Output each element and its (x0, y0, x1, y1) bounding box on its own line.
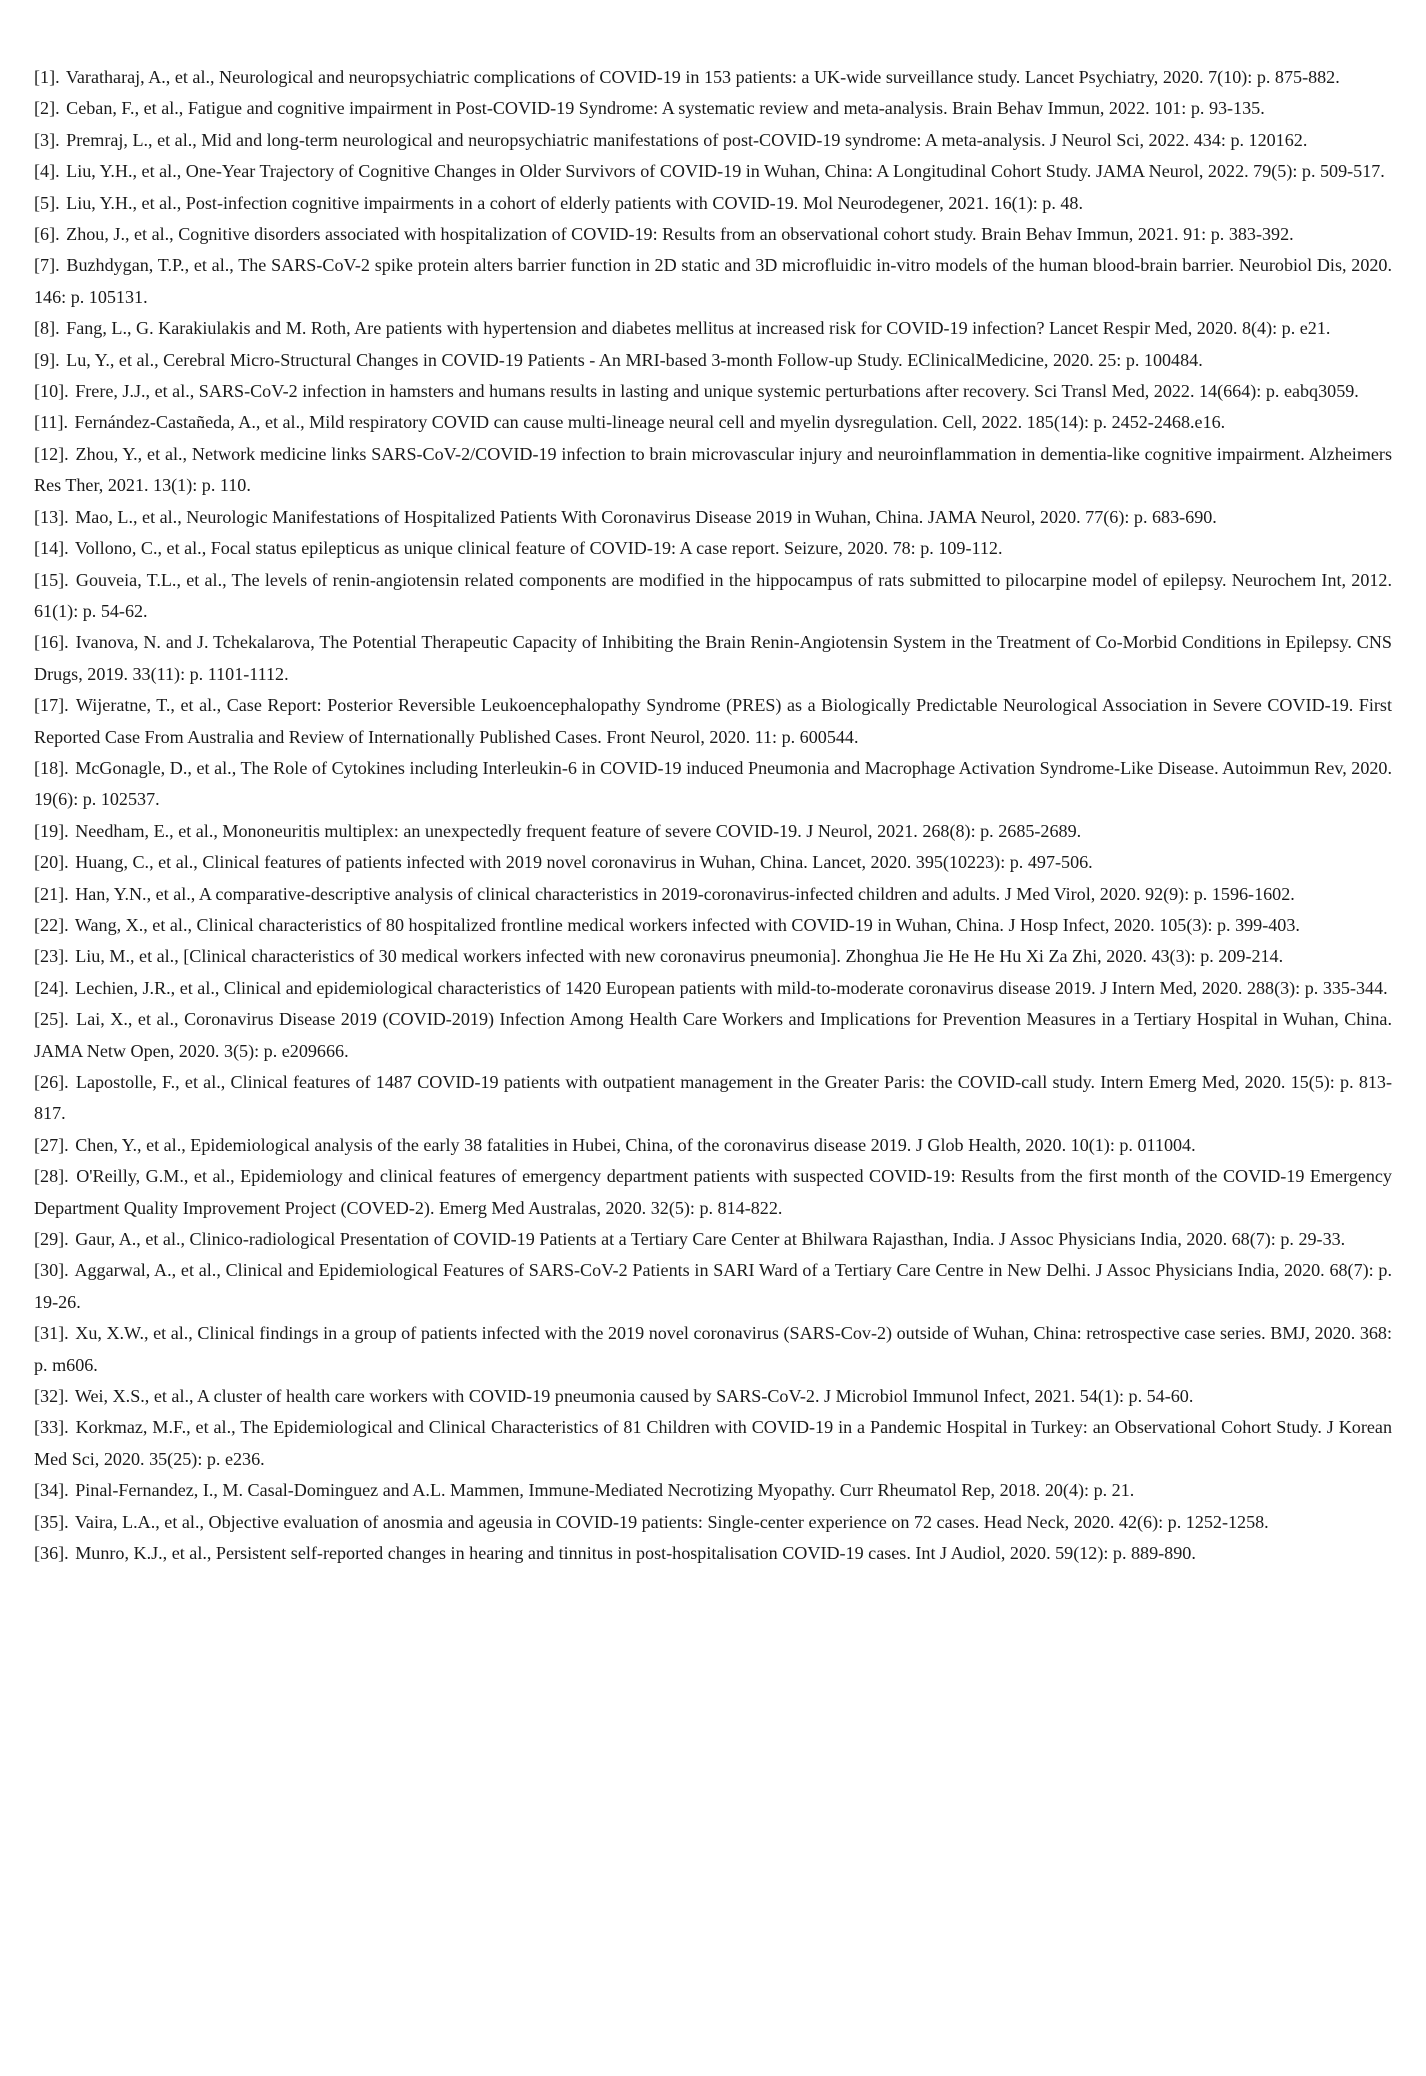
reference-entry (34, 879, 1392, 910)
reference-number: [3]. (34, 129, 60, 150)
reference-text: Chen, Y., et al., Epidemiological analysis of the early 38 fatalities in Hubei, China, of the coronavirus disease 2019. J Glob Health, 2020. 10(1): p. 011004. (75, 1134, 1196, 1155)
reference-text: Varatharaj, A., et al., Neurological and neuropsychiatric complications of COVID-19 in 153 patients: a UK-wide surveillance study. Lancet Psychiatry, 2020. 7(10): p. 875-882. (65, 67, 1340, 87)
reference-number: [29]. (34, 1229, 69, 1250)
reference-text: Gouveia, T.L., et al., The levels of renin-angiotensin related components are modified in the hippocampus of rats submitted to pilocarpine model of epilepsy. Neurochem Int, 2012. 61(1): p. 54-62. (34, 569, 1392, 621)
reference-number: [9]. (34, 349, 60, 370)
reference-entry (34, 1381, 1392, 1412)
reference-text: Lai, X., et al., Coronavirus Disease 2019 (COVID-2019) Infection Among Health Care Workers and Implications for Prevention Measures in a Tertiary Hospital in Wuhan, China. JAMA Netw Open, 2020. 3(5): p. e209666. (34, 1009, 1392, 1061)
reference-number: [16]. (34, 632, 69, 653)
reference-text: Needham, E., et al., Mononeuritis multiplex: an unexpectedly frequent feature of severe COVID-19. J Neurol, 2021. 268(8): p. 2685-2689. (75, 820, 1082, 841)
reference-number: [32]. (34, 1386, 69, 1407)
reference-entry (34, 941, 1392, 972)
reference-entry (34, 1130, 1392, 1161)
reference-number: [14]. (34, 538, 69, 559)
reference-entry (34, 313, 1392, 344)
reference-entry (34, 93, 1392, 124)
reference-entry (34, 1538, 1392, 1569)
reference-entry (34, 62, 1392, 93)
reference-number: [24]. (34, 977, 69, 998)
reference-entry (34, 1161, 1392, 1224)
reference-number: [19]. (34, 820, 69, 841)
reference-entry (34, 376, 1392, 407)
reference-number: [5]. (34, 192, 60, 213)
reference-number: [13]. (34, 506, 69, 527)
reference-entry (34, 1224, 1392, 1255)
reference-text: Fang, L., G. Karakiulakis and M. Roth, Are patients with hypertension and diabetes mellitus at increased risk for COVID-19 infection? Lancet Respir Med, 2020. 8(4): p. e21. (66, 318, 1331, 339)
reference-number: [34]. (34, 1480, 69, 1501)
reference-list (34, 62, 1392, 1570)
reference-number: [28]. (34, 1166, 69, 1187)
reference-entry (34, 1475, 1392, 1506)
reference-text: McGonagle, D., et al., The Role of Cytokines including Interleukin-6 in COVID-19 induced Pneumonia and Macrophage Activation Syndrome-Like Disease. Autoimmun Rev, 2020. 19(6): p. 102537. (34, 757, 1393, 810)
reference-text: Han, Y.N., et al., A comparative-descriptive analysis of clinical characteristics in 2019-coronavirus-infected children and adults. J Med Virol, 2020. 92(9): p. 1596-1602. (75, 883, 1295, 904)
reference-number: [35]. (34, 1511, 69, 1532)
reference-number: [25]. (34, 1009, 69, 1030)
reference-entry (34, 1412, 1392, 1475)
reference-number: [31]. (34, 1323, 69, 1344)
reference-number: [8]. (34, 318, 60, 339)
reference-number: [7]. (34, 255, 60, 276)
reference-text: Lapostolle, F., et al., Clinical features of 1487 COVID-19 patients with outpatient management in the Greater Paris: the COVID-call study. Intern Emerg Med, 2020. 15(5): p. 813-817. (34, 1072, 1393, 1124)
reference-entry (34, 502, 1392, 533)
reference-entry (34, 1318, 1392, 1381)
reference-number: [23]. (34, 946, 69, 967)
reference-text: Wijeratne, T., et al., Case Report: Posterior Reversible Leukoencephalopathy Syndrome (PRES) as a Biologically Predictable Neurological Association in Severe COVID-19. First Reported Case From Australia and Review of Internationally Published Cases. Front Neurol, 2020. 11: p. 600544. (34, 695, 1392, 747)
reference-text: Munro, K.J., et al., Persistent self-reported changes in hearing and tinnitus in post-hospitalisation COVID-19 cases. Int J Audiol, 2020. 59(12): p. 889-890. (75, 1543, 1196, 1564)
reference-text: Korkmaz, M.F., et al., The Epidemiological and Clinical Characteristics of 81 Children with COVID-19 in a Pandemic Hospital in Turkey: an Observational Cohort Study. J Korean Med Sci, 2020. 35(25): p. e236. (34, 1417, 1392, 1469)
reference-entry (34, 407, 1392, 438)
reference-entry (34, 753, 1392, 816)
reference-number: [6]. (34, 224, 60, 245)
reference-text: Xu, X.W., et al., Clinical findings in a group of patients infected with the 2019 novel coronavirus (SARS-Cov-2) outside of Wuhan, China: retrospective case series. BMJ, 2020. 368: p. m606. (34, 1323, 1392, 1375)
reference-text: O'Reilly, G.M., et al., Epidemiology and clinical features of emergency department patients with suspected COVID-19: Results from the first month of the COVID-19 Emergency Department Quality Improvement Project (COVED-2). Emerg Med Australas, 2020. 32(5): p. 814-822. (34, 1166, 1392, 1218)
reference-entry (34, 847, 1392, 878)
reference-entry (34, 1255, 1392, 1318)
reference-entry (34, 1004, 1392, 1067)
reference-number: [2]. (34, 98, 60, 119)
reference-text: Lu, Y., et al., Cerebral Micro-Structural Changes in COVID-19 Patients - An MRI-based 3-month Follow-up Study. EClinicalMedicine, 2020. 25: p. 100484. (66, 349, 1203, 370)
reference-text: Liu, Y.H., et al., One-Year Trajectory of Cognitive Changes in Older Survivors of COVID-19 in Wuhan, China: A Longitudinal Cohort Study. JAMA Neurol, 2022. 79(5): p. 509-517. (66, 161, 1385, 182)
reference-text: Fernández-Castañeda, A., et al., Mild respiratory COVID can cause multi-lineage neural cell and myelin dysregulation. Cell, 2022. 185(14): p. 2452-2468.e16. (74, 412, 1226, 433)
reference-entry (34, 188, 1392, 219)
reference-text: Premraj, L., et al., Mid and long-term neurological and neuropsychiatric manifestations of post-COVID-19 syndrome: A meta-analysis. J Neurol Sci, 2022. 434: p. 120162. (66, 129, 1308, 150)
reference-number: [27]. (34, 1134, 69, 1155)
reference-entry (34, 345, 1392, 376)
reference-entry (34, 973, 1392, 1004)
reference-number: [11]. (34, 412, 68, 433)
reference-text: Wei, X.S., et al., A cluster of health care workers with COVID-19 pneumonia caused by SARS-CoV-2. J Microbiol Immunol Infect, 2021. 54(1): p. 54-60. (74, 1386, 1194, 1407)
reference-entry (34, 1507, 1392, 1538)
reference-number: [12]. (34, 443, 69, 464)
reference-text: Wang, X., et al., Clinical characteristics of 80 hospitalized frontline medical workers infected with COVID-19 in Wuhan, China. J Hosp Infect, 2020. 105(3): p. 399-403. (74, 914, 1300, 935)
reference-entry (34, 910, 1392, 941)
reference-number: [17]. (34, 695, 69, 716)
reference-text: Frere, J.J., et al., SARS-CoV-2 infection in hamsters and humans results in lasting and unique systemic perturbations after recovery. Sci Transl Med, 2022. 14(664): p. eabq3059. (75, 381, 1359, 402)
reference-number: [18]. (34, 757, 69, 778)
reference-number: [10]. (34, 381, 69, 402)
reference-text: Aggarwal, A., et al., Clinical and Epidemiological Features of SARS-CoV-2 Patients in SARI Ward of a Tertiary Care Centre in New Delhi. J Assoc Physicians India, 2020. 68(7): p. 19-26. (34, 1260, 1392, 1312)
reference-number: [4]. (34, 161, 60, 182)
reference-text: Pinal-Fernandez, I., M. Casal-Dominguez and A.L. Mammen, Immune-Mediated Necrotizing Myopathy. Curr Rheumatol Rep, 2018. 20(4): p. 21. (75, 1480, 1135, 1501)
reference-entry (34, 690, 1392, 753)
reference-page (34, 62, 1392, 1570)
reference-text: Liu, Y.H., et al., Post-infection cognitive impairments in a cohort of elderly patients with COVID-19. Mol Neurodegener, 2021. 16(1): p. 48. (66, 192, 1084, 213)
reference-number: [33]. (34, 1417, 69, 1438)
reference-entry (34, 1067, 1392, 1130)
reference-entry (34, 439, 1392, 502)
reference-text: Ceban, F., et al., Fatigue and cognitive impairment in Post-COVID-19 Syndrome: A systematic review and meta-analysis. Brain Behav Immun, 2022. 101: p. 93-135. (66, 98, 1265, 119)
reference-entry (34, 816, 1392, 847)
reference-number: [30]. (34, 1260, 69, 1281)
reference-entry (34, 219, 1392, 250)
reference-text: Mao, L., et al., Neurologic Manifestations of Hospitalized Patients With Coronavirus Disease 2019 in Wuhan, China. JAMA Neurol, 2020. 77(6): p. 683-690. (75, 506, 1217, 527)
reference-text: Liu, M., et al., [Clinical characteristics of 30 medical workers infected with new coronavirus pneumonia]. Zhonghua Jie He He Hu Xi Za Zhi, 2020. 43(3): p. 209-214. (75, 946, 1284, 967)
reference-text: Gaur, A., et al., Clinico-radiological Presentation of COVID-19 Patients at a Tertiary Care Center at Bhilwara Rajasthan, India. J Assoc Physicians India, 2020. 68(7): p. 29-33. (75, 1229, 1346, 1250)
reference-entry (34, 250, 1392, 313)
reference-entry (34, 156, 1392, 187)
reference-text: Huang, C., et al., Clinical features of patients infected with 2019 novel coronavirus in Wuhan, China. Lancet, 2020. 395(10223): p. 497-506. (75, 852, 1093, 873)
reference-text: Lechien, J.R., et al., Clinical and epidemiological characteristics of 1420 European patients with mild-to-moderate coronavirus disease 2019. J Intern Med, 2020. 288(3): p. 335-344. (75, 977, 1388, 998)
reference-number: [26]. (34, 1072, 69, 1092)
reference-number: [1]. (34, 67, 60, 87)
reference-entry (34, 627, 1392, 690)
reference-entry (34, 125, 1392, 156)
reference-number: [20]. (34, 852, 69, 873)
reference-text: Vaira, L.A., et al., Objective evaluation of anosmia and ageusia in COVID-19 patients: Single-center experience on 72 cases. Head Neck, 2020. 42(6): p. 1252-1258. (74, 1511, 1269, 1532)
reference-number: [22]. (34, 914, 69, 935)
reference-number: [15]. (34, 569, 69, 590)
reference-text: Zhou, Y., et al., Network medicine links SARS-CoV-2/COVID-19 infection to brain microvascular injury and neuroinflammation in dementia-like cognitive impairment. Alzheimers Res Ther, 2021. 13(1): p. 110. (34, 443, 1392, 496)
reference-entry (34, 533, 1392, 564)
reference-number: [36]. (34, 1543, 69, 1564)
reference-number: [21]. (34, 883, 69, 904)
reference-text: Ivanova, N. and J. Tchekalarova, The Potential Therapeutic Capacity of Inhibiting the Brain Renin-Angiotensin System in the Treatment of Co-Morbid Conditions in Epilepsy. CNS Drugs, 2019. 33(11): p. 1101-1112. (34, 632, 1392, 684)
reference-text: Zhou, J., et al., Cognitive disorders associated with hospitalization of COVID-19: Results from an observational cohort study. Brain Behav Immun, 2021. 91: p. 383-392. (66, 224, 1294, 245)
reference-text: Vollono, C., et al., Focal status epilepticus as unique clinical feature of COVID-19: A case report. Seizure, 2020. 78: p. 109-112. (74, 538, 1003, 559)
reference-text: Buzhdygan, T.P., et al., The SARS-CoV-2 spike protein alters barrier function in 2D static and 3D microfluidic in-vitro models of the human blood-brain barrier. Neurobiol Dis, 2020. 146: p. 105131. (34, 255, 1392, 307)
reference-entry (34, 565, 1392, 628)
